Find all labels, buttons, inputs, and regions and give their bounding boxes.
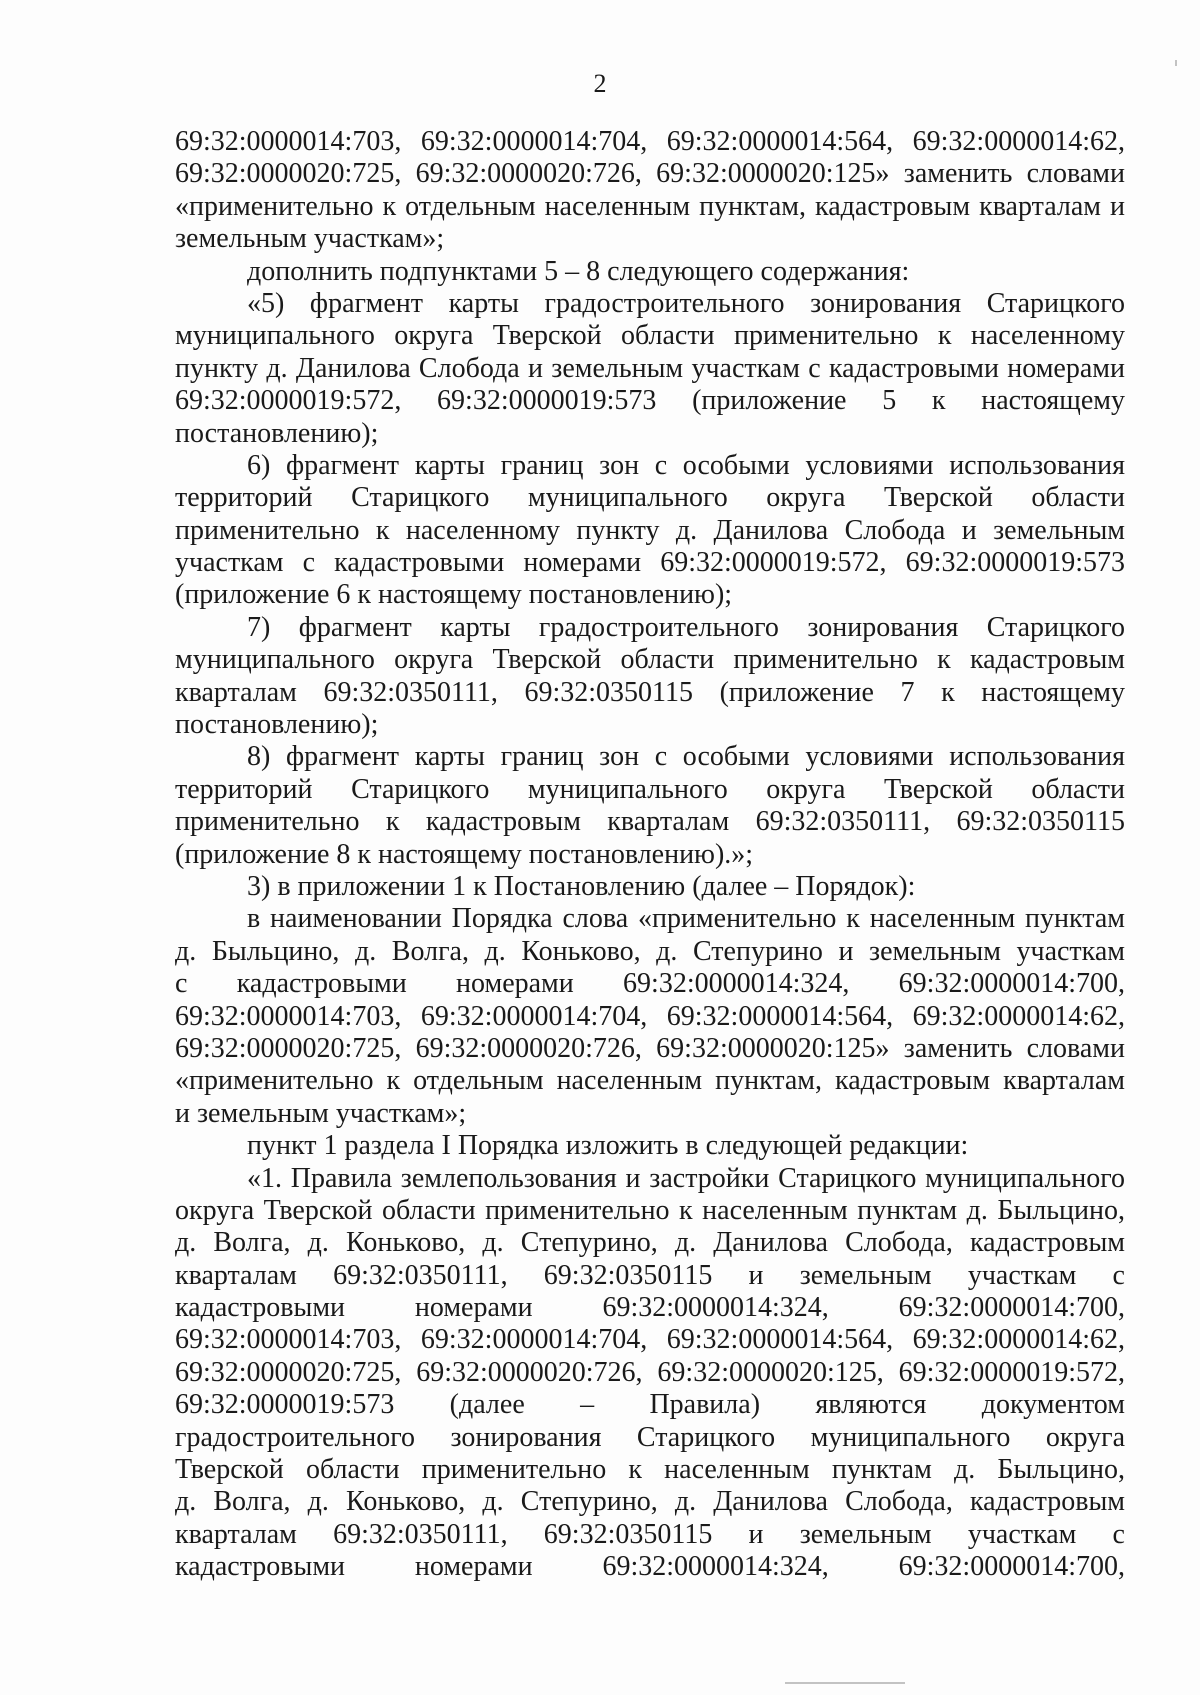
text-line: с кадастровыми номерами 69:32:0000014:324, 69:32:0000014:700, [175, 968, 1125, 1000]
text-line: и земельным участкам»; [175, 1097, 467, 1129]
text-line: дополнить подпунктами 5 – 8 следующего содержания: [247, 255, 910, 287]
text-line: 8) фрагмент карты границ зон с особыми условиями использования [247, 741, 1125, 773]
text-line: 7) фрагмент карты градостроительного зонирования Старицкого [247, 611, 1125, 643]
text-line: кварталам 69:32:0350111, 69:32:0350115 и земельным участкам с [175, 1259, 1125, 1291]
text-line: «применительно к отдельным населенным пунктам, кадастровым кварталам и [175, 190, 1125, 222]
text-line: применительно к населенному пункту д. Данилова Слобода и земельным [175, 514, 1125, 546]
text-line: территорий Старицкого муниципального округа Тверской области [175, 773, 1125, 805]
text-line: муниципального округа Тверской области применительно к кадастровым [175, 644, 1125, 676]
text-line: «5) фрагмент карты градостроительного зонирования Старицкого [247, 287, 1125, 319]
text-line: 3) в приложении 1 к Постановлению (далее – Порядок): [247, 870, 916, 902]
text-line: 69:32:0000014:703, 69:32:0000014:704, 69:32:0000014:564, 69:32:0000014:62, [175, 1000, 1125, 1032]
text-line: округа Тверской области применительно к населенным пунктам д. Быльцино, [175, 1194, 1125, 1226]
text-line: муниципального округа Тверской области применительно к населенному [175, 320, 1125, 352]
text-line: (приложение 8 к настоящему постановлению).»; [175, 838, 754, 870]
text-line: территорий Старицкого муниципального округа Тверской области [175, 482, 1125, 514]
text-line: «применительно к отдельным населенным пунктам, кадастровым кварталам [175, 1065, 1125, 1097]
scan-artifact [785, 1682, 905, 1684]
text-line: 69:32:0000020:725, 69:32:0000020:726, 69:32:0000020:125, 69:32:0000019:572, [175, 1356, 1125, 1388]
text-line: 69:32:0000020:725, 69:32:0000020:726, 69:32:0000020:125» заменить словами [175, 158, 1125, 190]
text-line: земельным участкам»; [175, 223, 445, 255]
text-line: в наименовании Порядка слова «применительно к населенным пунктам [247, 903, 1125, 935]
text-line: участкам с кадастровыми номерами 69:32:0000019:572, 69:32:0000019:573 [175, 547, 1125, 579]
document-body [175, 126, 1125, 1584]
text-line: кварталам 69:32:0350111, 69:32:0350115 и земельным участкам с [175, 1518, 1125, 1550]
text-line: «1. Правила землепользования и застройки Старицкого муниципального [247, 1162, 1125, 1194]
text-line: (приложение 6 к настоящему постановлению); [175, 579, 733, 611]
text-line: д. Волга, д. Коньково, д. Степурино, д. Данилова Слобода, кадастровым [175, 1227, 1125, 1259]
text-line: д. Волга, д. Коньково, д. Степурино, д. Данилова Слобода, кадастровым [175, 1486, 1125, 1518]
text-line: 6) фрагмент карты границ зон с особыми условиями использования [247, 449, 1125, 481]
text-line: кварталам 69:32:0350111, 69:32:0350115 (приложение 7 к настоящему [175, 676, 1125, 708]
scan-artifact [1175, 60, 1177, 66]
text-line: постановлению); [175, 709, 379, 741]
text-line: д. Быльцино, д. Волга, д. Коньково, д. Степурино и земельным участкам [175, 935, 1125, 967]
text-line: градостроительного зонирования Старицкого муниципального округа [175, 1421, 1125, 1453]
text-line: пункту д. Данилова Слобода и земельным участкам с кадастровыми номерами [175, 352, 1125, 384]
text-line: 69:32:0000019:572, 69:32:0000019:573 (приложение 5 к настоящему [175, 385, 1125, 417]
text-line: 69:32:0000020:725, 69:32:0000020:726, 69:32:0000020:125» заменить словами [175, 1032, 1125, 1064]
text-line: пункт 1 раздела I Порядка изложить в следующей редакции: [247, 1130, 969, 1162]
text-line: кадастровыми номерами 69:32:0000014:324, 69:32:0000014:700, [175, 1292, 1125, 1324]
text-line: применительно к кадастровым кварталам 69:32:0350111, 69:32:0350115 [175, 806, 1125, 838]
text-line: Тверской области применительно к населенным пунктам д. Быльцино, [175, 1454, 1125, 1486]
text-line: 69:32:0000019:573 (далее – Правила) являются документом [175, 1389, 1125, 1421]
text-line: постановлению); [175, 417, 379, 449]
text-line: 69:32:0000014:703, 69:32:0000014:704, 69:32:0000014:564, 69:32:0000014:62, [175, 126, 1125, 157]
text-line: 69:32:0000014:703, 69:32:0000014:704, 69:32:0000014:564, 69:32:0000014:62, [175, 1324, 1125, 1356]
page-number: 2 [593, 69, 607, 98]
text-line: кадастровыми номерами 69:32:0000014:324, 69:32:0000014:700, [175, 1551, 1125, 1583]
